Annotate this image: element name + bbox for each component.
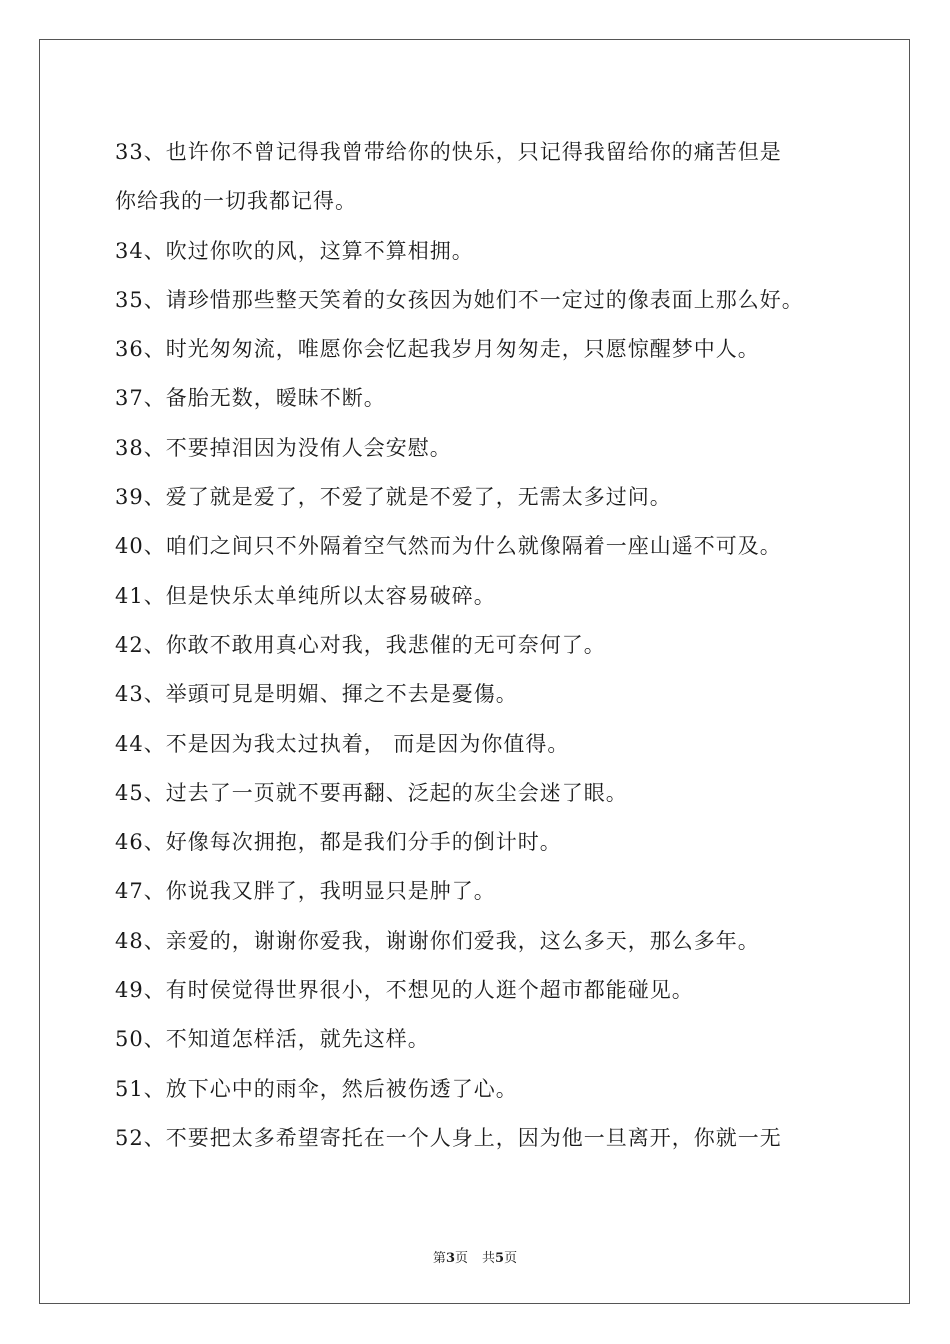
- page-prefix: 第: [432, 1251, 446, 1266]
- total-prefix: 共: [482, 1251, 496, 1266]
- total-suffix: 页: [504, 1251, 518, 1266]
- text-line: 33、也许你不曾记得我曾带给你的快乐，只记得我留给你的痛苦但是: [115, 140, 782, 164]
- text-line: 42、你敢不敢用真心对我，我悲催的无可奈何了。: [115, 632, 606, 657]
- text-line: 38、不要掉泪因为没侑人会安慰。: [115, 435, 452, 460]
- text-line: 39、爱了就是爱了，不爱了就是不爱了，无需太多过问。: [115, 485, 672, 510]
- text-line: 51、放下心中的雨伞，然后被伤透了心。: [115, 1076, 518, 1101]
- text-line: 45、过去了一页就不要再翻、泛起的灰尘会迷了眼。: [115, 780, 628, 805]
- document-body: [115, 128, 875, 1163]
- text-line: 49、有时侯觉得世界很小，不想见的人逛个超市都能碰见。: [115, 978, 694, 1003]
- text-line: 你给我的一切我都记得。: [115, 189, 357, 214]
- page-footer: [0, 1247, 950, 1266]
- text-line: 47、你说我又胖了，我明显只是肿了。: [115, 879, 496, 904]
- page-suffix: 页: [454, 1251, 468, 1266]
- text-line: 37、备胎无数，暧昧不断。: [115, 386, 386, 411]
- text-line: 40、咱们之间只不外隔着空气然而为什么就像隔着一座山遥不可及。: [115, 534, 782, 559]
- text-line: 48、亲爱的，谢谢你爱我，谢谢你们爱我，这么多天，那么多年。: [115, 928, 760, 953]
- text-line: 41、但是快乐太单纯所以太容易破碎。: [115, 583, 496, 608]
- text-line: 50、不知道怎样活，就先这样。: [115, 1027, 430, 1052]
- text-line: 44、不是因为我太过执着， 而是因为你值得。: [115, 731, 570, 756]
- text-line: 46、好像每次拥抱，都是我们分手的倒计时。: [115, 830, 562, 855]
- text-line: 43、举頭可見是明媚、揮之不去是憂傷。: [115, 682, 518, 707]
- text-line: 34、吹过你吹的风，这算不算相拥。: [115, 238, 474, 263]
- total-pages-number: 5: [495, 1251, 505, 1266]
- text-line: 52、不要把太多希望寄托在一个人身上，因为他一旦离开，你就一无: [115, 1125, 782, 1150]
- text-line: 35、请珍惜那些整天笑着的女孩因为她们不一定过的像表面上那么好。: [115, 287, 804, 312]
- current-page-number: 3: [445, 1251, 455, 1266]
- text-line: 36、时光匆匆流，唯愿你会忆起我岁月匆匆走，只愿惊醒梦中人。: [115, 337, 760, 362]
